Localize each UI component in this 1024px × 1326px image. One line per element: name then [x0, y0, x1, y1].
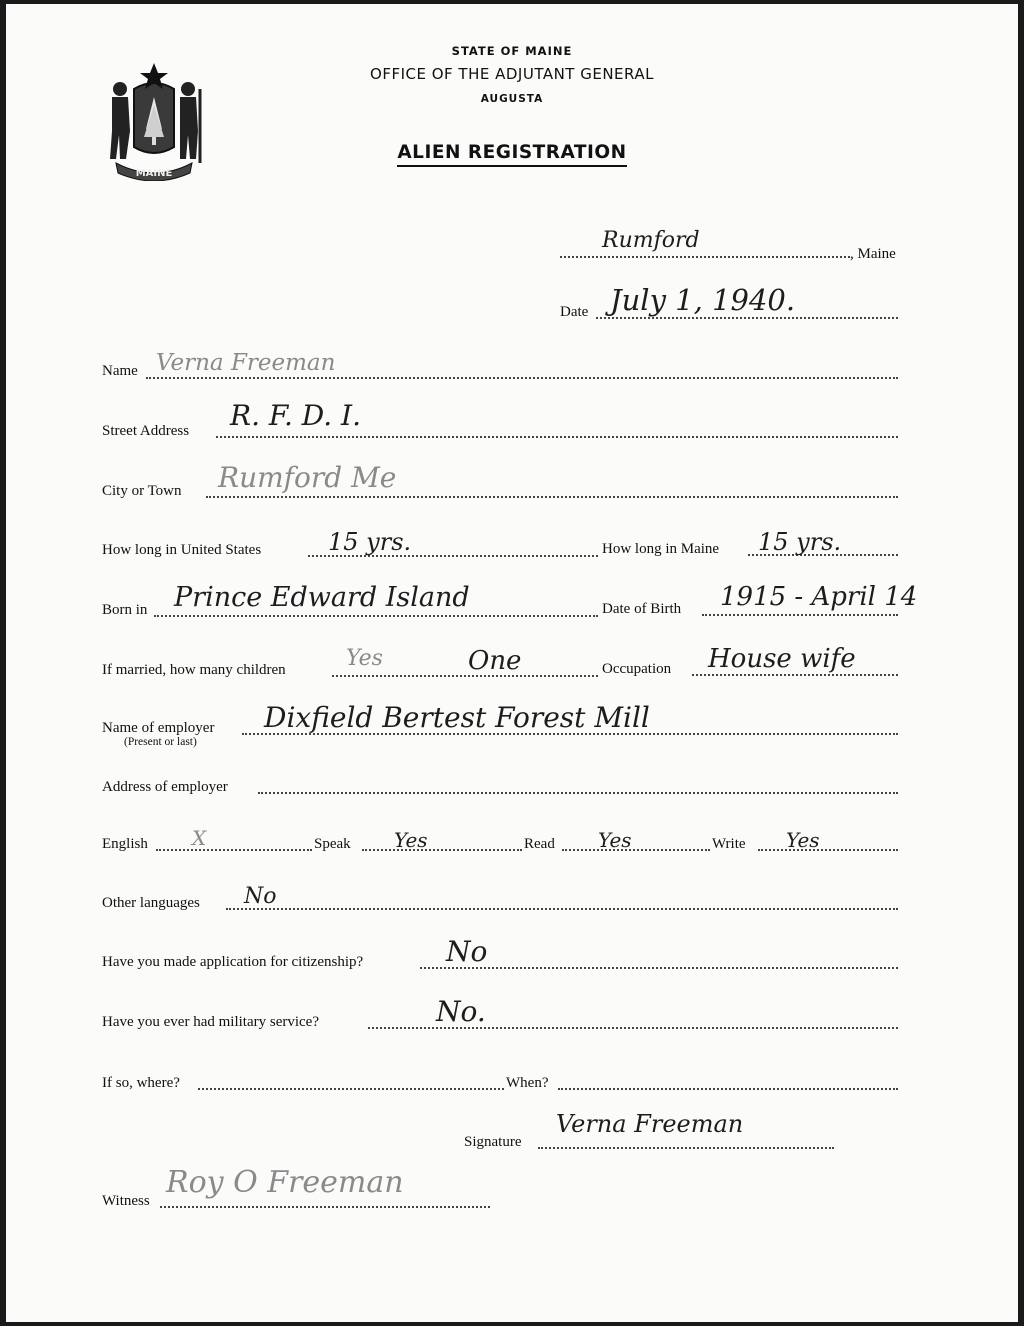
witness-label: Witness [102, 1193, 150, 1209]
occupation-label: Occupation [602, 661, 672, 677]
name-label: Name [102, 363, 138, 379]
name-of-employer-label: Name of employer [102, 720, 215, 736]
if-so-where-label: If so, where? [102, 1075, 180, 1091]
date-label: Date [560, 304, 589, 320]
read-label: Read [524, 836, 555, 852]
date-entry: July 1, 1940. [610, 283, 796, 317]
town-entry: Rumford [602, 228, 700, 253]
how-long-us-entry: 15 yrs. [328, 528, 412, 556]
how-long-maine-label: How long in Maine [602, 541, 720, 557]
witness-entry: Roy O Freeman [166, 1165, 404, 1200]
military-service-label: Have you ever had military service? [102, 1014, 319, 1030]
signature-entry: Verna Freeman [556, 1110, 744, 1138]
date-of-birth-entry: 1915 - April 14 [720, 582, 918, 612]
married-entry: Yes [346, 646, 383, 671]
office-heading: OFFICE OF THE ADJUTANT GENERAL [370, 65, 654, 83]
speak-label: Speak [314, 836, 351, 852]
city-or-town-label: City or Town [102, 483, 182, 499]
citizenship-application-entry: No [446, 935, 488, 968]
svg-text:MAINE: MAINE [135, 168, 173, 179]
city-heading: AUGUSTA [480, 93, 544, 105]
other-languages-label: Other languages [102, 895, 200, 911]
if-married-label: If married, how many children [102, 662, 286, 678]
write-label: Write [712, 836, 746, 852]
how-long-us-label: How long in United States [102, 542, 262, 558]
city-or-town-entry: Rumford Me [218, 461, 397, 494]
citizenship-application-label: Have you made application for citizenship? [102, 954, 364, 970]
name-entry: Verna Freeman [156, 350, 336, 376]
date-of-birth-label: Date of Birth [602, 601, 682, 617]
english-entry: X [192, 826, 207, 850]
present-or-last-label: (Present or last) [124, 736, 197, 748]
address-of-employer-label: Address of employer [102, 779, 228, 795]
state-heading: STATE OF MAINE [451, 44, 573, 58]
form-title: ALIEN REGISTRATION [397, 142, 626, 167]
english-label: English [102, 836, 148, 852]
when-label: When? [506, 1075, 549, 1091]
born-in-label: Born in [102, 602, 148, 618]
read-entry: Yes [598, 828, 632, 852]
employer-entry: Dixfield Bertest Forest Mill [264, 701, 650, 734]
children-entry: One [468, 646, 522, 676]
maine-label: , Maine [850, 246, 896, 262]
street-address-entry: R. F. D. I. [230, 399, 361, 432]
write-entry: Yes [786, 828, 820, 852]
speak-entry: Yes [394, 828, 428, 852]
other-languages-entry: No [244, 884, 277, 909]
street-address-label: Street Address [102, 423, 190, 439]
military-service-entry: No. [436, 995, 486, 1028]
registration-form [6, 4, 1018, 1322]
born-in-entry: Prince Edward Island [174, 582, 470, 613]
how-long-maine-entry: 15 yrs. [758, 528, 842, 556]
occupation-entry: House wife [708, 644, 856, 674]
signature-label: Signature [464, 1134, 522, 1150]
